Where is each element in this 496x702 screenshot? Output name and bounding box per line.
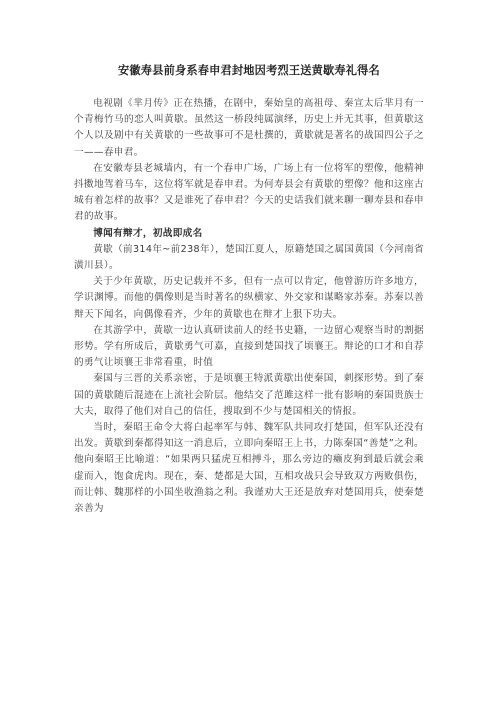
section-heading: 博闻有辩才，初战即成名 (93, 227, 203, 239)
body-paragraph: 秦国与三晋的关系亲密，于是顷襄王特派黄歇出使秦国，刺探形势。到了秦国的黄歇随后混迹在上流社会阶层。他结交了范雎这样一批有影响的秦国贵族士大夫，取得了他们对自己的信任，搜取到不少与楚国相关的情报。 (74, 373, 424, 417)
body-paragraph: 在其游学中，黄歇一边认真研读前人的经书史籍，一边留心观察当时的割据形势。学有所成后，黄歇勇气可嘉，直接到楚国找了顷襄王。辩论的口才和自荐的勇气让顷襄王非常看重，时值 (74, 324, 424, 369)
document-body (74, 96, 424, 517)
body-paragraph: 在安徽寿县老城墙内，有一个春申广场，广场上有一位将军的塑像，他精神抖擞地驾着马车，这位将军就是春申君。为何寿县会有黄歇的塑像？他和这座古城有着怎样的故事？又是谁死了春申君？今天的史话我们就来聊一聊寿县和春申君的故事。 (74, 162, 424, 223)
body-paragraph: 关于少年黄歇，历史记载并不多，但有一点可以肯定，他曾游历许多地方，学识渊博。而他的偶像则是当时著名的纵横家、外交家和谋略家苏秦。苏秦以善辩天下闻名，向偶像看齐，少年的黄歇也在辩才上狠下功夫。 (74, 276, 424, 320)
body-paragraph: 电视剧《芈月传》正在热播，在剧中，秦始皇的高祖母、秦宣太后芈月有一个青梅竹马的恋人叫黄歇。虽然这一桥段纯属演绎，历史上并无其事，但黄歇这个人以及剧中有关黄歇的一些故事可不是杜撰的，黄歇就是著名的战国四公子之一——春申君。 (74, 98, 424, 158)
body-paragraph: 黄歇（前314年~前238年），楚国江夏人，原籍楚国之属国黄国（今河南省潢川县）。 (74, 243, 424, 272)
document-title: 安徽寿县前身系春申君封地因考烈王送黄歇寿礼得名 (118, 64, 380, 77)
body-paragraph: 当时，秦昭王命令大将白起率军与韩、魏军队共同攻打楚国，但军队还没有出发。黄歇到秦都得知这一消息后，立即向秦昭王上书，力陈秦国“善楚”之利。他向秦昭王比喻道：“如果两只猛虎互相搏斗，那么旁边的癞皮狗到最后就会乘虚而入，饱食虎肉。现在，秦、楚都是大国，互相攻战只会导致双方两败俱伤，而让韩、魏那样的小国坐收渔翁之利。我谨劝大王还是放弃对楚国用兵，使秦楚亲善为 (74, 422, 424, 515)
